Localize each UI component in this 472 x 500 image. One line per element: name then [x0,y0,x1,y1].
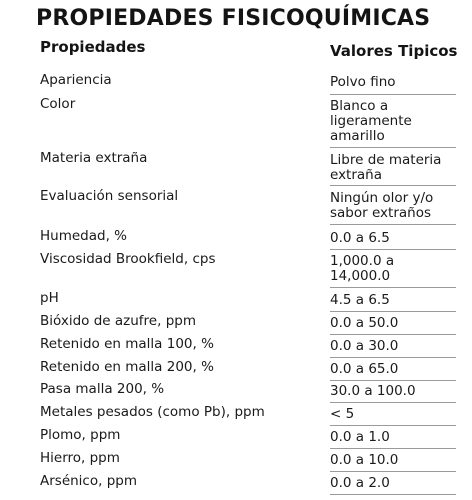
property-value: 30.0 a 100.0 [330,383,416,399]
property-name: Evaluación sensorial [40,188,179,204]
properties-column-header: Propiedades [40,38,146,56]
property-value: Blanco a ligeramente amarillo [330,98,412,144]
property-name: Plomo, ppm [40,427,121,443]
property-name: Retenido en malla 100, % [40,336,214,352]
property-name: Color [40,96,76,112]
row-divider [330,494,456,495]
row-divider [330,471,456,472]
property-name: Materia extraña [40,150,148,166]
property-value: < 5 [330,406,355,422]
property-name: Humedad, % [40,228,127,244]
property-name: Hierro, ppm [40,450,120,466]
row-divider [330,185,456,186]
row-divider [330,402,456,403]
row-divider [330,380,456,381]
property-value: Libre de materia extraña [330,152,442,183]
typical-values-column-header: Valores Tipicos [330,42,458,60]
row-divider [330,224,456,225]
property-name: Apariencia [40,72,112,88]
row-divider [330,311,456,312]
page-title: PROPIEDADES FISICOQUÍMICAS [36,6,431,31]
property-value: 0.0 a 1.0 [330,429,390,445]
row-divider [330,448,456,449]
property-value: 0.0 a 2.0 [330,475,390,491]
property-name: Bióxido de azufre, ppm [40,313,196,329]
property-name: Pasa malla 200, % [40,381,165,397]
property-name: Viscosidad Brookfield, cps [40,251,216,267]
row-divider [330,94,456,95]
row-divider [330,334,456,335]
property-name: pH [40,290,59,306]
property-value: 4.5 a 6.5 [330,292,390,308]
row-divider [330,357,456,358]
row-divider [330,425,456,426]
property-value: 0.0 a 6.5 [330,230,390,246]
property-value: 0.0 a 65.0 [330,361,399,377]
property-value: 1,000.0 a 14,000.0 [330,253,395,284]
row-divider [330,287,456,288]
row-divider [330,147,456,148]
row-divider [330,249,456,250]
property-value: Polvo fino [330,74,396,90]
property-name: Retenido en malla 200, % [40,359,214,375]
property-value: 0.0 a 50.0 [330,315,399,331]
property-value: 0.0 a 10.0 [330,452,399,468]
property-value: 0.0 a 30.0 [330,338,399,354]
property-value: Ningún olor y/o sabor extraños [330,190,434,221]
property-name: Arsénico, ppm [40,473,137,489]
property-name: Metales pesados (como Pb), ppm [40,404,265,420]
